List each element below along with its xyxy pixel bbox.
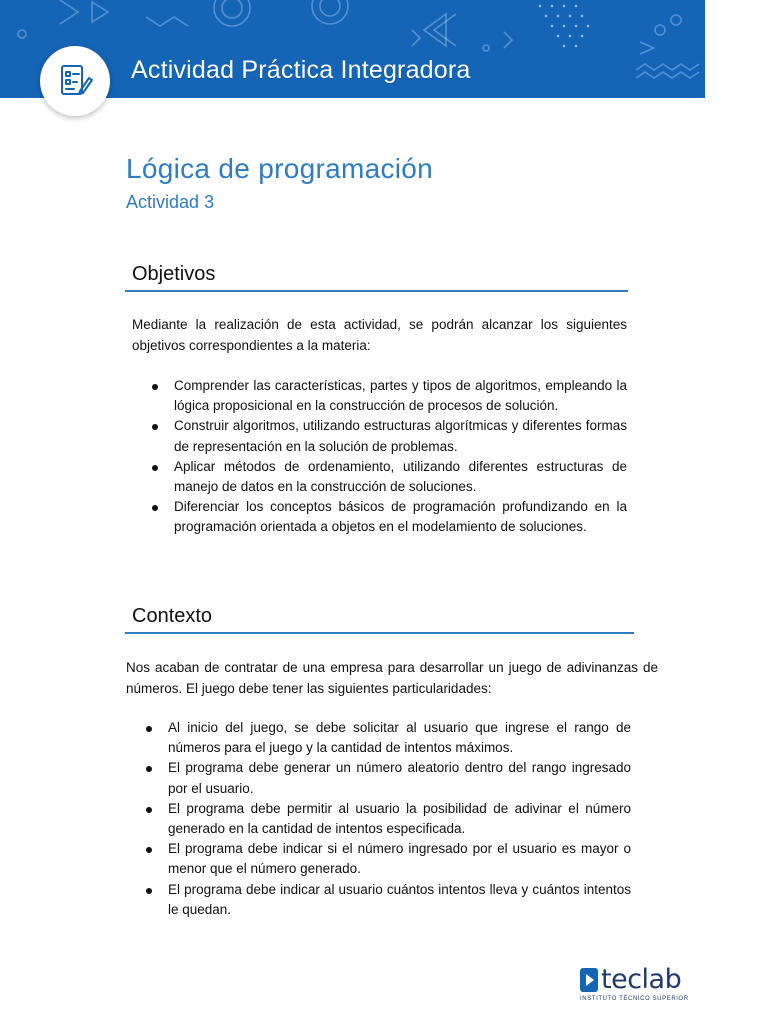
- teclab-logo: [580, 966, 690, 1006]
- list-item: [152, 416, 627, 456]
- objetivos-list: [152, 376, 627, 538]
- bullet-icon: [152, 465, 158, 471]
- list-item: [146, 839, 631, 879]
- teclab-play-logo-icon: [580, 968, 600, 994]
- list-item-text: Diferenciar los conceptos básicos de programación profundizando en la programación orientada a objetos en el modelamiento de soluciones.: [174, 499, 627, 535]
- contexto-list: [146, 718, 631, 920]
- bullet-icon: [146, 807, 152, 813]
- list-item-text: El programa debe generar un número aleatorio dentro del rango ingresado por el usuario.: [168, 760, 631, 796]
- bullet-icon: [146, 888, 152, 894]
- list-item-text: El programa debe indicar al usuario cuántos intentos lleva y cuántos intentos le quedan.: [168, 881, 631, 917]
- section-heading-contexto: Contexto: [132, 605, 213, 627]
- list-item-text: Construir algoritmos, utilizando estructuras algorítmicas y diferentes formas de representación en la solución de problemas.: [174, 418, 627, 454]
- list-item-text: Comprender las características, partes y tipos de algoritmos, empleando la lógica proposicional en la construcción de procesos de solución.: [174, 378, 627, 414]
- logo-tagline: INSTITUTO TÉCNICO SUPERIOR: [580, 996, 689, 1002]
- section-heading-objetivos: Objetivos: [132, 263, 216, 285]
- logo-wordmark: teclab: [601, 964, 682, 995]
- document-subtitle: Actividad 3: [126, 192, 215, 212]
- list-item-text: El programa debe indicar si el número ingresado por el usuario es mayor o menor que el número generado.: [168, 841, 631, 877]
- section-divider-objetivos: [125, 290, 628, 292]
- list-item: [146, 718, 631, 758]
- list-item: [146, 799, 631, 839]
- bullet-icon: [152, 384, 158, 390]
- bullet-icon: [146, 726, 152, 732]
- bullet-icon: [152, 424, 158, 430]
- document-edit-icon: [55, 61, 95, 101]
- list-item: [152, 497, 627, 537]
- banner-title: Actividad Práctica Integradora: [131, 56, 471, 84]
- objetivos-intro: Mediante la realización de esta actividad, se podrán alcanzar los siguientes objetivos correspondientes a la materia:: [132, 317, 627, 353]
- list-item: [152, 376, 627, 416]
- section-divider-contexto: [125, 632, 634, 634]
- list-item: [146, 880, 631, 920]
- list-item-text: Al inicio del juego, se debe solicitar al usuario que ingrese el rango de números para el juego y la cantidad de intentos máximos.: [168, 720, 631, 756]
- bullet-icon: [152, 505, 158, 511]
- document-title: Lógica de programación: [126, 153, 434, 184]
- list-item: [146, 758, 631, 798]
- contexto-intro: Nos acaban de contratar de una empresa para desarrollar un juego de adivinanzas de números. El juego debe tener las siguientes particularidades:: [126, 660, 658, 696]
- list-item-text: El programa debe permitir al usuario la posibilidad de adivinar el número generado en la cantidad de intentos especificada.: [168, 800, 631, 837]
- list-item-text: Aplicar métodos de ordenamiento, utilizando diferentes estructuras de manejo de datos en la construcción de soluciones.: [174, 458, 627, 495]
- list-item: [152, 457, 627, 497]
- bullet-icon: [146, 766, 152, 772]
- activity-badge: [40, 46, 110, 116]
- bullet-icon: [146, 847, 152, 853]
